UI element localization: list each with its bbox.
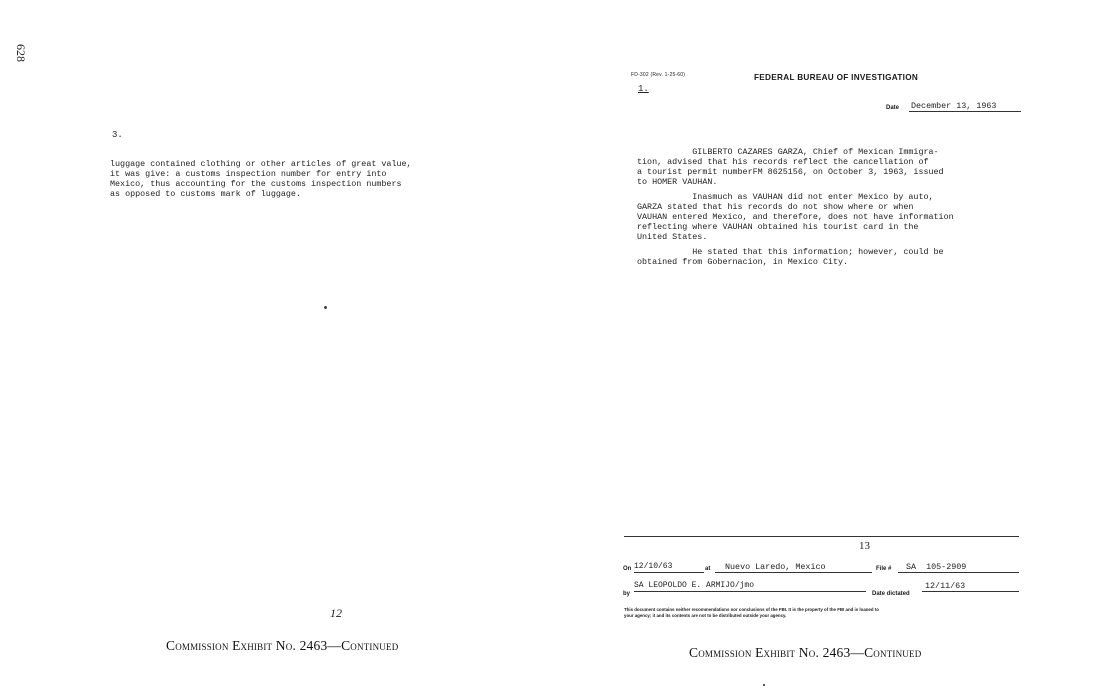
text-line: Mexico, thus accounting for the customs inspection numbers bbox=[110, 179, 402, 189]
left-body-text bbox=[110, 159, 412, 199]
text-line: to HOMER VAUHAN. bbox=[637, 177, 718, 187]
text-line: obtained from Gobernacion, in Mexico City. bbox=[637, 257, 849, 267]
paragraph-3 bbox=[637, 247, 954, 267]
text-line: a tourist permit numberFM 8625156, on October 3, 1963, issued bbox=[637, 167, 944, 177]
right-caption bbox=[689, 645, 921, 661]
text-line: reflecting where VAUHAN obtained his tourist card in the bbox=[637, 222, 919, 232]
caption-text: Commission Exhibit No. 2463—Continued bbox=[166, 638, 399, 653]
by-label: by bbox=[623, 591, 631, 597]
text-line: luggage contained clothing or other articles of great value, bbox=[110, 159, 412, 169]
side-page-number: 628 bbox=[14, 44, 28, 62]
paragraph-2 bbox=[637, 192, 954, 242]
speck-mark bbox=[763, 684, 765, 686]
paragraph-1 bbox=[637, 147, 954, 187]
at-value: Nuevo Laredo, Mexico bbox=[715, 562, 872, 573]
left-caption bbox=[166, 638, 398, 654]
text-line: it was give: a customs inspection number for entry into bbox=[110, 169, 387, 179]
right-page-number: 13 bbox=[859, 540, 870, 552]
text-line: He stated that this information; however, could be bbox=[637, 247, 944, 257]
file-value: SA 105-2909 bbox=[898, 562, 1019, 573]
at-label: at bbox=[705, 566, 711, 572]
text-line: as opposed to customs mark of luggage. bbox=[110, 189, 301, 199]
dictated-value: 12/11/63 bbox=[922, 581, 1019, 592]
text-line: United States. bbox=[637, 232, 708, 242]
form-id: FD-302 (Rev. 1-25-60) bbox=[631, 72, 686, 78]
caption-text: Commission Exhibit No. 2463—Continued bbox=[689, 645, 922, 660]
file-label: File # bbox=[876, 566, 892, 572]
right-paragraph-number: 1. bbox=[638, 84, 649, 94]
date-value: December 13, 1963 bbox=[909, 101, 1021, 112]
date-label: Date bbox=[886, 105, 900, 111]
text-line: Inasmuch as VAUHAN did not enter Mexico by auto, bbox=[637, 192, 934, 202]
disclaimer-line-1: This document contains neither recommendations nor conclusions of the FBI. It is the property of the FBI and is loaned to bbox=[624, 607, 879, 612]
disclaimer-line-2: your agency; it and its contents are not to be distributed outside your agency. bbox=[624, 613, 787, 618]
dictated-label: Date dictated bbox=[872, 591, 910, 597]
right-body-text bbox=[637, 147, 954, 267]
on-value: 12/10/63 bbox=[634, 562, 704, 573]
on-label: On bbox=[623, 566, 632, 572]
text-line: tion, advised that his records reflect the cancellation of bbox=[637, 157, 929, 167]
agency-heading: FEDERAL BUREAU OF INVESTIGATION bbox=[754, 73, 919, 82]
by-value: SA LEOPOLDO E. ARMIJO/jmo bbox=[634, 581, 866, 592]
text-line: VAUHAN entered Mexico, and therefore, does not have information bbox=[637, 212, 954, 222]
left-paragraph-number: 3. bbox=[112, 130, 123, 140]
left-page-number: 12 bbox=[330, 606, 342, 620]
text-line: GARZA stated that his records do not show where or when bbox=[637, 202, 914, 212]
text-line: GILBERTO CAZARES GARZA, Chief of Mexican Immigra- bbox=[637, 147, 939, 157]
speck-mark bbox=[324, 306, 327, 309]
footer-rule bbox=[624, 536, 1019, 537]
